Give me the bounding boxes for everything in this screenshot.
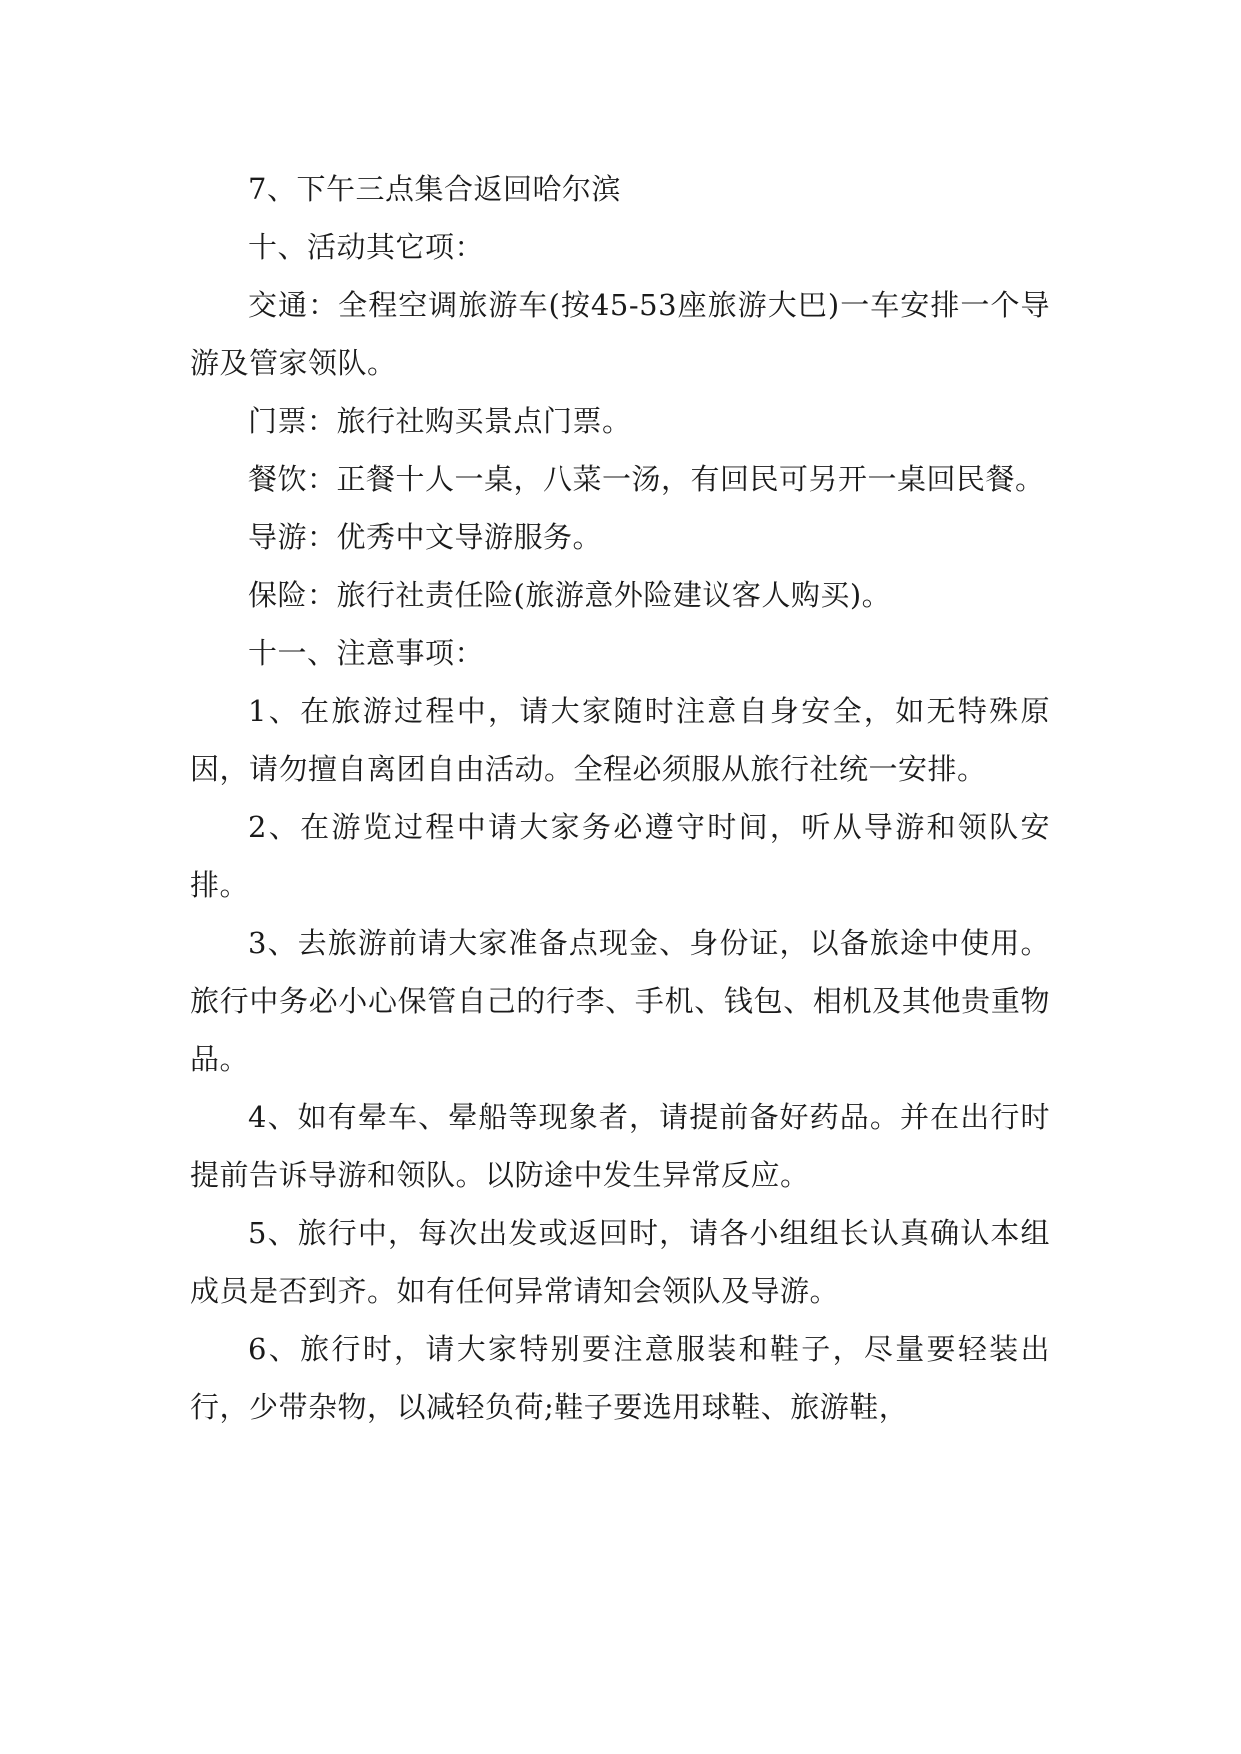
note-item-3: 3、去旅游前请大家准备点现金、身份证，以备旅途中使用。旅行中务必小心保管自己的行李、手机、钱包、相机及其他贵重物品。 [190,926,1050,1076]
note-item-1: 1、在旅游过程中，请大家随时注意自身安全，如无特殊原因，请勿擅自离团自由活动。全程必须服从旅行社统一安排。 [190,694,1050,786]
section-heading-notes: 十一、注意事项： [248,636,485,670]
note-item-4: 4、如有晕车、晕船等现象者，请提前备好药品。并在出行时提前告诉导游和领队。以防途中发生异常反应。 [190,1100,1050,1192]
note-item-5: 5、旅行中，每次出发或返回时，请各小组组长认真确认本组成员是否到齐。如有任何异常请知会领队及导游。 [190,1216,1050,1308]
paragraph-insurance: 保险：旅行社责任险(旅游意外险建议客人购买)。 [248,578,892,612]
section-heading-other-items: 十、活动其它项： [248,230,485,264]
document-body [190,160,1050,1436]
paragraph-meals: 餐饮：正餐十人一桌，八菜一汤，有回民可另开一桌回民餐。 [248,462,1045,496]
paragraph-transport: 交通：全程空调旅游车(按45-53座旅游大巴)一车安排一个导游及管家领队。 [190,288,1050,380]
paragraph-tickets: 门票：旅行社购买景点门票。 [248,404,632,438]
paragraph-item-7-return: 7、下午三点集合返回哈尔滨 [248,172,621,206]
paragraph-guide: 导游：优秀中文导游服务。 [248,520,603,554]
note-item-2: 2、在游览过程中请大家务必遵守时间，听从导游和领队安排。 [190,810,1050,902]
note-item-6: 6、旅行时，请大家特别要注意服装和鞋子，尽量要轻装出行，少带杂物，以减轻负荷;鞋子要选用球鞋、旅游鞋， [190,1332,1050,1424]
